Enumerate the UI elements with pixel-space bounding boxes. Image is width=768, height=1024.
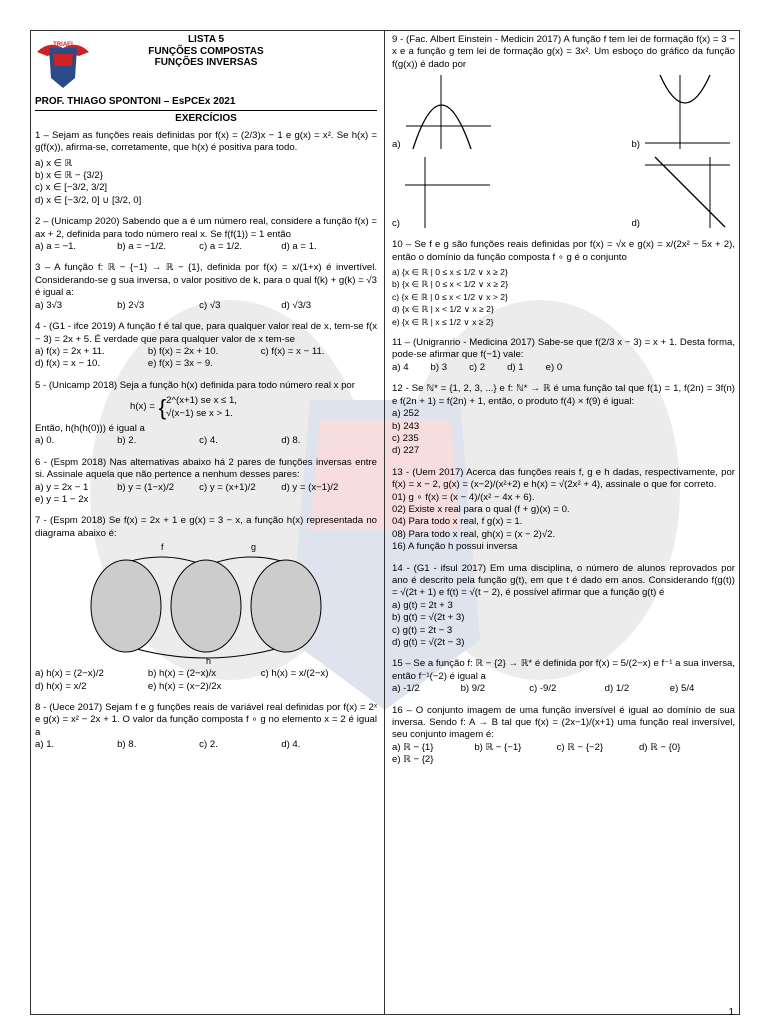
option-d: d) y = (x−1)/2 [281, 481, 339, 493]
option-c: c) 2. [199, 739, 218, 751]
section-title: EXERCÍCIOS [175, 113, 237, 125]
question-11 [392, 337, 735, 374]
header-rule [35, 110, 377, 111]
option-b: b) h(x) = (2−x)/x [147, 668, 217, 680]
question-text: 10 – Se f e g são funções reais definidas por f(x) = √x e g(x) = x/(2x² − 5x + 2), então o domínio da função composta f ∘ g é o conjunto [392, 239, 735, 263]
option-d: d) 1/2 [604, 683, 630, 695]
option-b: b) 2√3 [117, 299, 145, 311]
option-d: d) x ∈ [−3/2, 0] ∪ [3/2, 0] [35, 194, 142, 206]
option-d: d) h(x) = x/2 [35, 680, 87, 692]
option-c: c) h(x) = x/(2−x) [260, 668, 329, 680]
right-column [392, 34, 735, 776]
question-6 [35, 457, 377, 507]
option-b: b) {x ∈ ℝ | 0 ≤ x < 1/2 ∨ x ≥ 2} [392, 279, 509, 290]
option-e: e) y = 1 − 2x [35, 493, 89, 505]
question-10 [392, 239, 735, 328]
question-3 [35, 262, 377, 312]
option-b: b) 3 [430, 361, 448, 373]
question-2 [35, 216, 377, 253]
piece-1: 2^(x+1) se x ≤ 1, [166, 395, 237, 407]
professor-line: PROF. THIAGO SPONTONI – EsPCEx 2021 [35, 96, 236, 107]
question-4 [35, 321, 377, 371]
option-d: d) 227 [392, 445, 420, 457]
header [35, 34, 377, 94]
option-a: a) ℝ − {1} [392, 741, 434, 753]
option-a: a) 4 [392, 361, 409, 373]
question-followup: Então, h(h(h(0))) é igual a [35, 422, 145, 434]
option-a: a) -1/2 [392, 683, 420, 695]
option-a: a) 3√3 [35, 299, 63, 311]
option-c: c) {x ∈ ℝ | 0 ≤ x < 1/2 ∨ x > 2} [392, 291, 508, 302]
option-c: c) g(t) = 2t − 3 [392, 624, 453, 636]
option-b: b) 8. [117, 739, 137, 751]
question-1 [35, 130, 377, 207]
option-d: d) 8. [281, 435, 301, 447]
diagram-fgh [86, 542, 326, 666]
question-text: 9 - (Fac. Albert Einstein - Medicin 2017) A função f tem lei de formação f(x) = 3 − x e a função g tem lei de formação g(x) = 3x². Um esboço do gráfico da função f(g(x)) é dado por [392, 34, 735, 70]
option-b: b) 2. [117, 435, 137, 447]
question-text: 4 - (G1 - ifce 2019) A função f é tal que, para qualquer valor real de x, tem-se f(x − 3) = 2x + 5. É verdade que para qualquer valor de x tem-se [35, 321, 377, 345]
option-a: a) g(t) = 2t + 3 [392, 599, 453, 611]
option-b: b) 243 [392, 420, 420, 432]
question-text: 8 - (Uece 2017) Sejam f e g funções reais de variável real definidas por f(x) = 2ˣ e g(x) = x² − 2x + 1. O valor da função composta f ∘ g no elemento x = 2 é igual a [35, 702, 377, 738]
option-a: a) {x ∈ ℝ | 0 ≤ x ≤ 1/2 ∨ x ≥ 2} [392, 267, 508, 278]
option-a: a) 1. [35, 739, 55, 751]
option-c: c) [392, 217, 400, 229]
option-a: a) y = 2x − 1 [35, 481, 89, 493]
page-number: 1 [728, 1007, 734, 1018]
option-a: a) 252 [392, 408, 420, 420]
question-text: 13 - (Uem 2017) Acerca das funções reais f, g e h dadas, respectivamente, por f(x) = x − 2, g(x) = (x−2)/(x²+2) e h(x) = √(2x² + 4), assinale o que for correto. [392, 466, 735, 491]
option-b: b) f(x) = 2x + 10. [147, 345, 219, 357]
option-d: d) {x ∈ ℝ | x < 1/2 ∨ x ≥ 2} [392, 304, 494, 315]
question-15 [392, 658, 735, 695]
option-a: a) a = −1. [35, 241, 77, 253]
title-line-2: FUNÇÕES COMPOSTAS [148, 45, 264, 57]
question-14 [392, 563, 735, 650]
label-h: h [206, 656, 212, 667]
option-c: c) f(x) = x − 11. [260, 345, 325, 357]
option-c: c) a = 1/2. [199, 241, 243, 253]
option-d: d) 1 [507, 361, 524, 373]
option-08: 08) Para todo x real, gh(x) = (x − 2)√2. [392, 528, 556, 540]
option-b: b) ℝ − {−1} [474, 741, 522, 753]
list-title [35, 34, 377, 69]
option-d: d) ℝ − {0} [638, 741, 681, 753]
option-b: b) x ∈ ℝ − {3/2} [35, 170, 103, 182]
question-text: 6 - (Espm 2018) Nas alternativas abaixo há 2 pares de funções inversas entre si. Assinale aquela que não pertence a nenhum desses pares: [35, 456, 377, 481]
question-7 [35, 515, 377, 693]
option-d: d) 4. [281, 739, 301, 751]
option-c: c) ℝ − {−2} [556, 741, 604, 753]
option-a: a) x ∈ ℝ [35, 157, 73, 169]
question-9 [392, 34, 735, 230]
option-d: d) a = 1. [281, 241, 317, 253]
svg-text:TRIAEI: TRIAEI [53, 42, 73, 48]
option-e: e) f(x) = 3x − 9. [147, 358, 213, 370]
option-c: c) y = (x+1)/2 [199, 481, 256, 493]
left-column [35, 34, 377, 761]
option-a: a) [392, 138, 401, 150]
question-text: 16 – O conjunto imagem de uma função inversível é igual ao domínio de sua inversa. Sendo f: A → B tal que f(x) = (2x−1)/(x+1) uma função real inversível, seu conjunto imagem é: [392, 704, 735, 741]
question-text: 11 – (Unigranrio - Medicina 2017) Sabe-se que f(2/3 x − 3) = x + 1. Desta forma, pode-se afirmar que f(−1) vale: [392, 337, 735, 361]
column-divider [384, 30, 385, 1015]
label-g: g [251, 542, 257, 553]
question-text: 5 - (Unicamp 2018) Seja a função h(x) definida para todo número real x por [35, 379, 355, 391]
question-text: 7 - (Espm 2018) Se f(x) = 2x + 1 e g(x) = 3 − x, a função h(x) representada no diagrama abaixo é: [35, 515, 377, 539]
brace-icon: { [158, 394, 167, 420]
option-02: 02) Existe x real para o qual (f + g)(x) = 0. [392, 503, 570, 515]
option-e: e) 0 [545, 361, 563, 373]
option-c: c) x ∈ [−3/2, 3/2] [35, 182, 108, 194]
option-c: c) 4. [199, 435, 218, 447]
label-f: f [161, 542, 164, 553]
question-text: 14 - (G1 - ifsul 2017) Em uma disciplina, o número de alunos reprovados por ano é descrito pela função g(t), em que t é dado em anos. Considerando f(g(t)) = √(2t + 1) e f(t) = √(t − 2), é possível afirmar que a função g(t) é [392, 562, 735, 599]
piecewise-lead: h(x) = [130, 401, 155, 413]
option-b: b) g(t) = √(2t + 3) [392, 612, 465, 624]
piece-2: √(x−1) se x > 1. [166, 407, 233, 419]
option-b: b) a = −1/2. [117, 241, 167, 253]
option-e: e) h(x) = (x−2)/2x [147, 680, 222, 692]
option-a: a) h(x) = (2−x)/2 [35, 668, 104, 680]
question-16 [392, 705, 735, 767]
question-text: 1 – Sejam as funções reais definidas por f(x) = (2/3)x − 1 e g(x) = x². Se h(x) = g(f(x)), afirma-se, corretamente, que h(x) é positiva para todo. [35, 129, 377, 154]
question-13 [392, 467, 735, 554]
graph-a [401, 71, 496, 151]
graph-c [400, 155, 495, 230]
title-line-1: LISTA 5 [187, 34, 225, 45]
option-a: a) f(x) = 2x + 11. [35, 345, 105, 357]
option-c: c) -9/2 [529, 683, 557, 695]
option-e: e) {x ∈ ℝ | x ≤ 1/2 ∨ x ≥ 2} [392, 316, 494, 327]
option-b: b) 9/2 [460, 683, 486, 695]
option-d: d) √3/3 [281, 299, 312, 311]
option-b: b) [631, 138, 640, 150]
option-c: c) 235 [392, 432, 419, 444]
option-d: d) [631, 217, 640, 229]
option-c: c) √3 [199, 299, 221, 311]
question-text: 2 – (Unicamp 2020) Sabendo que a é um número real, considere a função f(x) = ax + 2, definida para todo número real x. Se f(f(1)) = 1 então [35, 216, 377, 240]
question-text: 15 – Se a função f: ℝ − {2} → ℝ* é definida por f(x) = 5/(2−x) e f⁻¹ a sua inversa, então f⁻¹(−2) é igual a [392, 658, 735, 682]
question-5 [35, 380, 377, 448]
option-16: 16) A função h possui inversa [392, 541, 518, 553]
option-d: d) g(t) = √(2t − 3) [392, 637, 465, 648]
graph-d [640, 155, 735, 230]
option-a: a) 0. [35, 435, 55, 447]
option-01: 01) g ∘ f(x) = (x − 4)/(x² − 4x + 6). [392, 491, 535, 503]
option-d: d) f(x) = x − 10. [35, 358, 101, 370]
option-c: c) 2 [469, 361, 486, 373]
option-e: e) ℝ − {2} [392, 754, 434, 766]
option-b: b) y = (1−x)/2 [117, 481, 175, 493]
option-04: 04) Para todo x real, f g(x) = 1. [392, 516, 523, 528]
title-line-3: FUNÇÕES INVERSAS [154, 57, 258, 68]
question-12 [392, 383, 735, 457]
graph-b [640, 71, 735, 151]
option-e: e) 5/4 [669, 683, 695, 695]
question-8 [35, 702, 377, 752]
question-text: 3 – A função f: ℝ − {−1} → ℝ − {1}, definida por f(x) = x/(1+x) é invertível. Considerando-se g sua inversa, o valor positivo de k, para o qual f(k) + g(k) = √3 é igual a: [35, 262, 377, 299]
question-text: 12 - Se ℕ* = {1, 2, 3, ...} e f: ℕ* → ℝ é uma função tal que f(1) = 1, f(2n) = 3f(n) e f(2n + 1) = f(2n) + 1, então, o produto f(4) × f(9) é igual: [392, 383, 735, 407]
